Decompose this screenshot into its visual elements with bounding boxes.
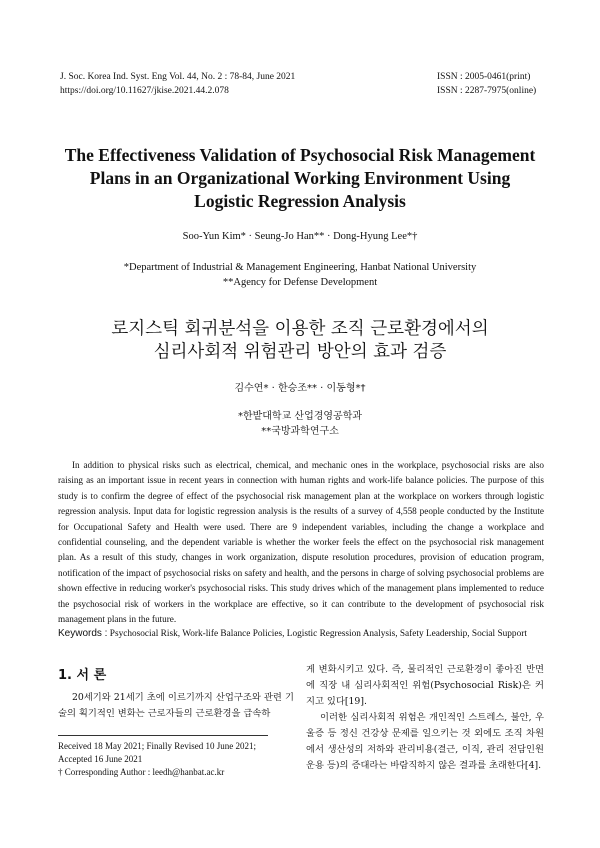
keywords-text: Psychosocial Risk, Work-life Balance Policies, Logistic Regression Analysis, Safety Leadership, Social Support [109,629,527,639]
paragraph: 게 변화시키고 있다. 즉, 물리적인 근로환경이 좋아진 반면에 직장 내 심리사회적인 위험(Psychosocial Risk)은 커지고 있다[19]. [306,664,544,707]
section-heading: 1. 서 론 [58,668,107,683]
accepted-date: Accepted 16 June 2021 [58,754,143,764]
footnote-divider [58,735,268,736]
title-line: 로지스틱 회귀분석을 이용한 조직 근로환경에서의 [111,319,489,339]
received-date: Received 18 May 2021; Finally Revised 10 June 2021; [58,741,256,751]
title-line: The Effectiveness Validation of Psychosocial Risk Management [64,145,536,165]
paper-title-korean [40,318,560,364]
keywords [58,628,558,639]
issn-block [437,70,536,98]
issn-online: ISSN : 2287-7975(online) [437,86,537,96]
affiliations-korean [40,409,560,439]
keywords-label: Keywords : [58,628,108,639]
journal-citation [60,70,295,98]
affiliation-line: **Agency for Defense Development [222,277,378,288]
doi-link[interactable]: https://doi.org/10.11627/jkise.2021.44.2.078 [60,86,229,96]
journal-info: J. Soc. Korea Ind. Syst. Eng Vol. 44, No. 2 : 78-84, June 2021 [60,72,296,82]
affiliations-english [40,260,560,290]
paragraph: 이러한 심리사회적 위험은 개인적인 스트레스, 불안, 우울증 등 정신 건강상 문제를 일으키는 것 외에도 조직 차원에서 생산성의 저하와 관리비용(결근, 이직, 관리 전담인원 운용 등)의 증대라는 바람직하지 않은 결과를 초래한다[4]. [306,712,544,771]
affiliation-line: **국방과학연구소 [261,426,339,437]
affiliation-line: *한밭대학교 산업경영공학과 [237,411,363,422]
paper-title-english [40,144,560,213]
title-line: Logistic Regression Analysis [194,191,406,211]
body-text-right [306,662,544,774]
affiliation-line: *Department of Industrial & Management Engineering, Hanbat National University [123,262,477,273]
body-text-left: 20세기와 21세기 초에 이르기까지 산업구조와 관련 기술의 획기적인 변화는 근로자들의 근로환경을 급속하 [58,692,294,719]
corresponding-author: † Corresponding Author : leedh@hanbat.ac.kr [58,767,225,777]
title-line: Plans in an Organizational Working Environment Using [89,168,511,188]
authors-english: Soo-Yun Kim* · Seung-Jo Han** · Dong-Hyung Lee*† [182,231,418,242]
issn-print: ISSN : 2005-0461(print) [437,72,531,82]
title-line: 심리사회적 위험관리 방안의 효과 검증 [153,342,447,362]
authors-korean: 김수연* · 한승조** · 이동형*† [234,383,366,394]
abstract: In addition to physical risks such as electrical, chemical, and mechanic ones in the workplace, psychosocial risks are also raising as an important issue in recent years in connection with human rights and work-life balance policies. The purpose of this study is to confirm the degree of effect of the psychosocial risk management plan at the workplace on workers through logistic regression analysis. Input data for logistic regression analysis is the results of a survey of 4,558 people conducted by the Institute for Occupational Safety and Health were used. There are 9 independent variables, including the change a workplace and confidential counseling, and the dependent variable is whether the worker feels the effect on the psychosocial risk management plan. As a result of this study, changes in work organization, dispute resolution procedures, provision of education program, notification of the impact of psychosocial risks on safety and health, and the persons in charge of solving psychosocial problems are shown effective in reducing worker's psychosocial risks. This study drives which of the management plans implemented to reduce the psychosocial risk of workers in the workplace are effective, so it can contribute to the development of psychosocial risk management plans in the future. [58,460,544,625]
footnote [58,740,256,779]
